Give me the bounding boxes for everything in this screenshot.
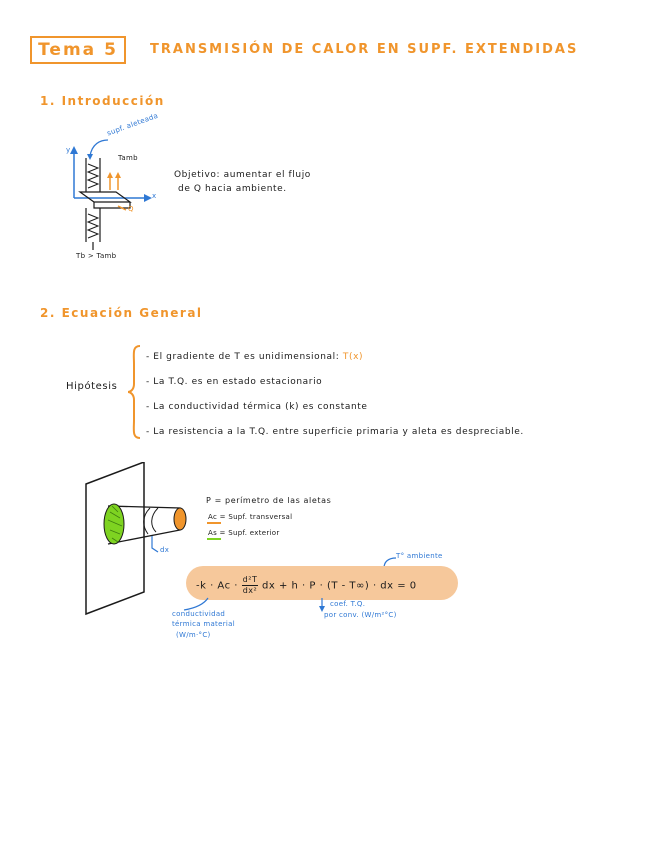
x-axis-arrow [144, 194, 152, 202]
tamb-label: Tamb [118, 154, 138, 162]
t-ambient-label: T° ambiente [396, 552, 443, 560]
conductivity-note-3: (W/m·°C) [176, 631, 211, 639]
equation-part-1: -k · Ac · [196, 580, 238, 592]
fin-tip-face [174, 508, 186, 530]
hypothesis-1-text: - El gradiente de T es unidimensional: [146, 352, 340, 362]
hypothesis-3: - La conductividad térmica (k) es constante [146, 402, 368, 412]
upper-fin-zigzag [88, 164, 98, 188]
section-1-heading: 1. Introducción [40, 94, 165, 108]
fraction-numerator: d²T [242, 575, 258, 584]
hypothesis-1-suffix: T(x) [342, 352, 364, 362]
h-note-2: por conv. (W/m²°C) [324, 611, 397, 619]
hypothesis-label: Hipótesis [66, 381, 118, 392]
y-axis-arrow [70, 146, 78, 154]
base-plate [80, 192, 130, 202]
fin-base-face [104, 504, 124, 544]
hypothesis-4: - La resistencia a la T.Q. entre superficie primaria y aleta es despreciable. [146, 427, 524, 437]
element-boundary-2 [152, 508, 158, 532]
dx-arrow [152, 536, 158, 552]
annotation-label: supf. aleteada [106, 111, 160, 138]
ac-label: Ac = Supf. transversal [208, 513, 293, 521]
lower-fin-zigzag [88, 214, 98, 238]
q-label: Q [128, 205, 134, 213]
fin-diagram [80, 462, 200, 618]
tema-label: Tema 5 [38, 40, 118, 60]
hypothesis-2: - La T.Q. es en estado estacionario [146, 377, 323, 387]
perimeter-label: P = perímetro de las aletas [206, 496, 332, 505]
general-equation [196, 575, 417, 596]
objective-line-1: Objetivo: aumentar el flujo [174, 170, 311, 180]
conductivity-note-2: térmica material [172, 620, 235, 628]
conductivity-arrow [184, 598, 208, 610]
tema-box [30, 36, 126, 64]
fraction-denominator: dx² [242, 586, 258, 595]
hypothesis-brace [126, 344, 142, 440]
x-axis-label: x [152, 192, 157, 200]
ac-underline [207, 522, 221, 524]
page-title: TRANSMISIÓN DE CALOR EN SUPF. EXTENDIDAS [150, 42, 579, 57]
equation-fraction [242, 575, 259, 596]
section-2-heading: 2. Ecuación General [40, 306, 203, 320]
conductivity-note-1: conductividad [172, 610, 226, 618]
equation-part-2: dx + h · P · (T - T∞) · dx = 0 [262, 580, 417, 592]
tb-label: Tb > Tamb [76, 252, 117, 260]
objective-line-2: de Q hacia ambiente. [178, 184, 287, 194]
y-axis-label: y [66, 146, 71, 154]
intro-diagram [60, 118, 180, 264]
h-note-1: coef. T.Q. [330, 600, 366, 608]
hypothesis-1 [146, 352, 363, 362]
as-label: As = Supf. exterior [208, 529, 280, 537]
dx-label: dx [160, 546, 170, 554]
annotation-curve [90, 140, 108, 156]
as-underline [207, 538, 221, 540]
base-plate-edge [94, 202, 130, 208]
